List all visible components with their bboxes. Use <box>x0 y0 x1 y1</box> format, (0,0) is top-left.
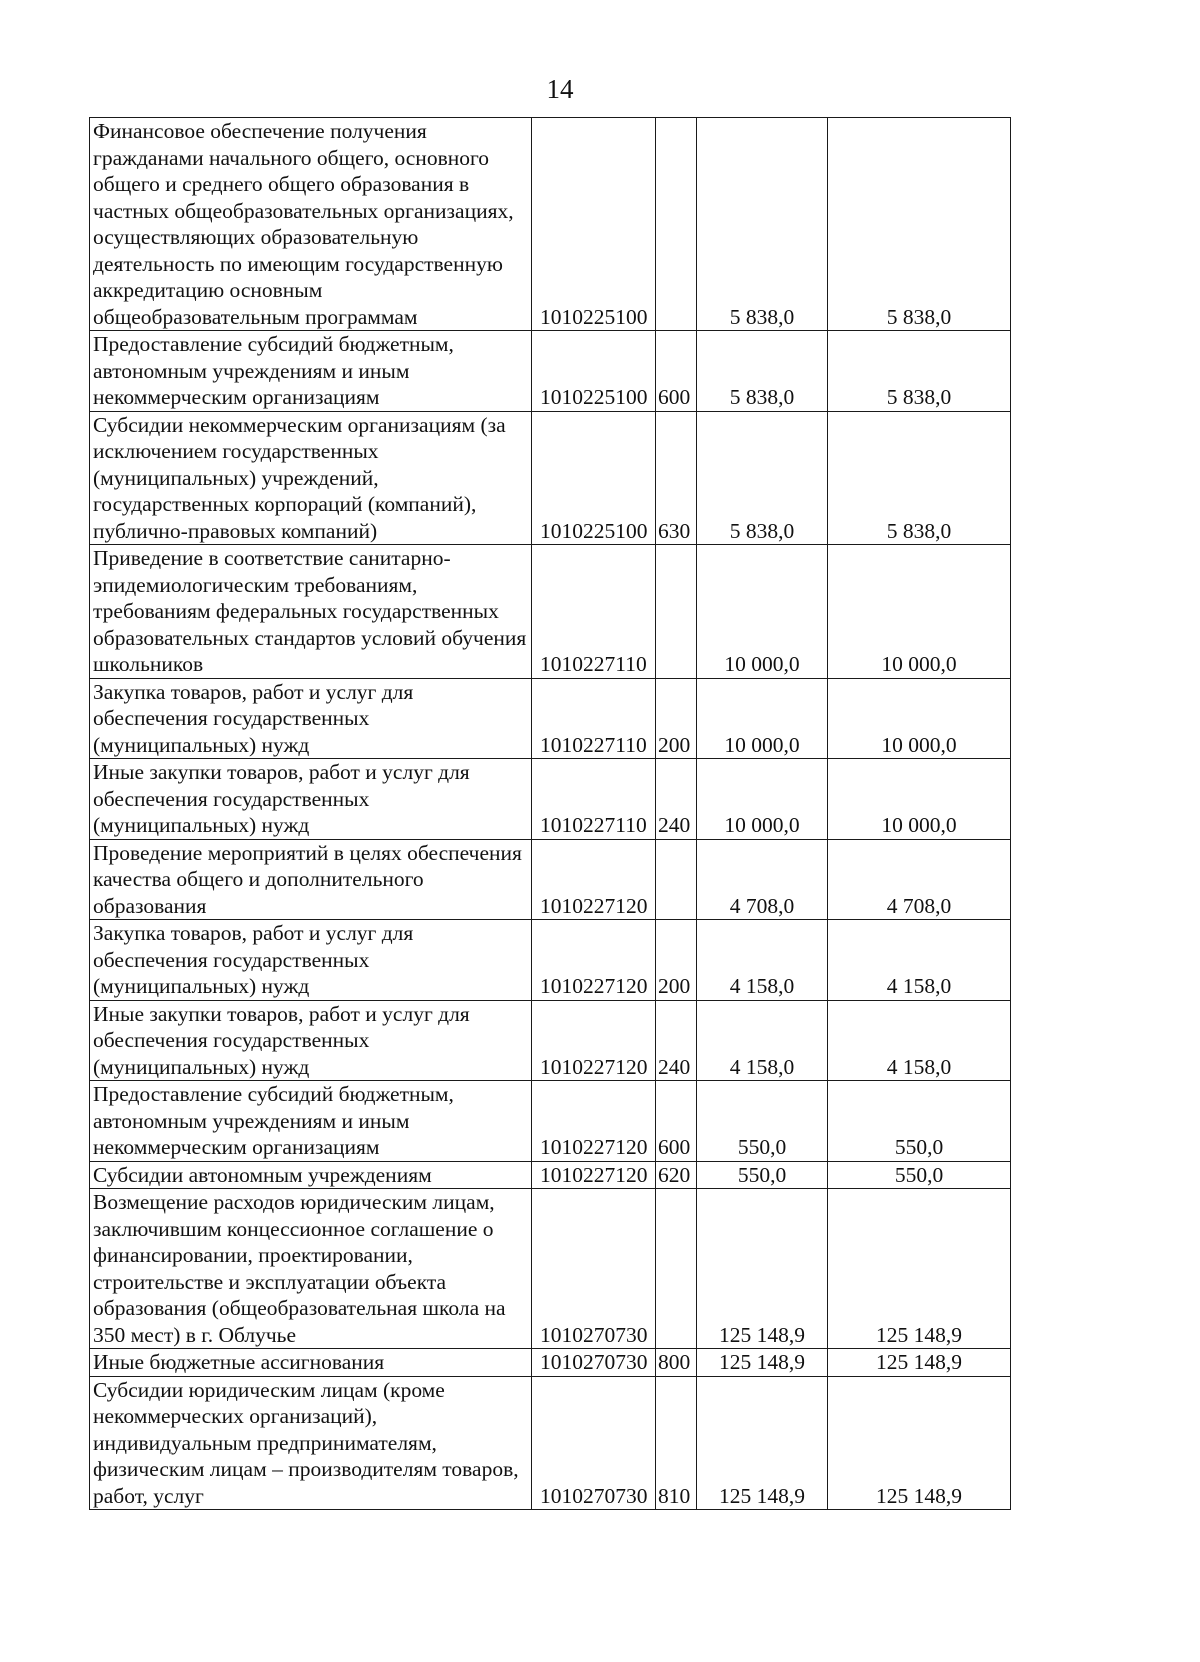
expense-name: Закупка товаров, работ и услуг для обеспечения государственных (муниципальных) нужд <box>90 678 532 759</box>
budget-table <box>89 117 1011 1510</box>
target-code: 1010227120 <box>532 920 656 1001</box>
table-row <box>90 920 1011 1001</box>
table-row <box>90 759 1011 840</box>
amount-first: 125 148,9 <box>697 1349 828 1377</box>
expense-name: Финансовое обеспечение получения гражданами начального общего, основного общего и среднего общего образования в частных общеобразовательных организациях, осуществляющих образовательную деятельность по имеющим государственную аккредитацию основным общеобразовательным программам <box>90 118 532 331</box>
expense-type-code: 600 <box>656 1081 697 1162</box>
amount-first: 10 000,0 <box>697 678 828 759</box>
table-row <box>90 1000 1011 1081</box>
table-row <box>90 1161 1011 1189</box>
table-row <box>90 545 1011 679</box>
expense-type-code: 200 <box>656 678 697 759</box>
expense-type-code <box>656 1189 697 1349</box>
amount-first: 550,0 <box>697 1161 828 1189</box>
page-number: 14 <box>546 74 574 104</box>
expense-type-code: 630 <box>656 411 697 545</box>
expense-name: Субсидии некоммерческим организациям (за исключением государственных (муниципальных) учреждений, государственных корпораций (компаний), публично-правовых компаний) <box>90 411 532 545</box>
target-code: 1010227120 <box>532 1000 656 1081</box>
expense-type-code: 600 <box>656 331 697 412</box>
expense-type-code: 200 <box>656 920 697 1001</box>
amount-second: 10 000,0 <box>828 759 1011 840</box>
amount-first: 5 838,0 <box>697 411 828 545</box>
amount-second: 550,0 <box>828 1161 1011 1189</box>
expense-name: Субсидии автономным учреждениям <box>90 1161 532 1189</box>
table-row <box>90 331 1011 412</box>
target-code: 1010225100 <box>532 331 656 412</box>
target-code: 1010227110 <box>532 759 656 840</box>
expense-name: Закупка товаров, работ и услуг для обеспечения государственных (муниципальных) нужд <box>90 920 532 1001</box>
amount-second: 4 708,0 <box>828 839 1011 920</box>
amount-second: 10 000,0 <box>828 545 1011 679</box>
table-row <box>90 1081 1011 1162</box>
target-code: 1010227120 <box>532 1081 656 1162</box>
target-code: 1010270730 <box>532 1376 656 1510</box>
expense-name: Приведение в соответствие санитарно-эпидемиологическим требованиям, требованиям федеральных государственных образовательных стандартов условий обучения школьников <box>90 545 532 679</box>
expense-type-code: 810 <box>656 1376 697 1510</box>
expense-name: Иные закупки товаров, работ и услуг для обеспечения государственных (муниципальных) нужд <box>90 759 532 840</box>
target-code: 1010227120 <box>532 839 656 920</box>
target-code: 1010227110 <box>532 545 656 679</box>
target-code: 1010225100 <box>532 118 656 331</box>
expense-type-code <box>656 118 697 331</box>
amount-second: 125 148,9 <box>828 1189 1011 1349</box>
expense-type-code: 240 <box>656 759 697 840</box>
expense-name: Возмещение расходов юридическим лицам, заключившим концессионное соглашение о финансировании, проектировании, строительстве и эксплуатации объекта образования (общеобразовательная школа на 350 мест) в г. Облучье <box>90 1189 532 1349</box>
target-code: 1010270730 <box>532 1189 656 1349</box>
amount-second: 125 148,9 <box>828 1349 1011 1377</box>
expense-name: Иные бюджетные ассигнования <box>90 1349 532 1377</box>
expense-type-code: 620 <box>656 1161 697 1189</box>
amount-second: 550,0 <box>828 1081 1011 1162</box>
amount-second: 4 158,0 <box>828 920 1011 1001</box>
amount-first: 10 000,0 <box>697 545 828 679</box>
amount-second: 5 838,0 <box>828 118 1011 331</box>
expense-type-code: 240 <box>656 1000 697 1081</box>
amount-first: 550,0 <box>697 1081 828 1162</box>
target-code: 1010270730 <box>532 1349 656 1377</box>
expense-type-code <box>656 839 697 920</box>
expense-name: Предоставление субсидий бюджетным, автономным учреждениям и иным некоммерческим организациям <box>90 331 532 412</box>
amount-first: 125 148,9 <box>697 1376 828 1510</box>
budget-table-body <box>90 118 1011 1510</box>
expense-name: Иные закупки товаров, работ и услуг для обеспечения государственных (муниципальных) нужд <box>90 1000 532 1081</box>
amount-second: 125 148,9 <box>828 1376 1011 1510</box>
table-row <box>90 1376 1011 1510</box>
amount-first: 4 158,0 <box>697 1000 828 1081</box>
amount-first: 10 000,0 <box>697 759 828 840</box>
table-row <box>90 118 1011 331</box>
amount-first: 5 838,0 <box>697 331 828 412</box>
target-code: 1010227120 <box>532 1161 656 1189</box>
expense-type-code <box>656 545 697 679</box>
amount-second: 5 838,0 <box>828 331 1011 412</box>
amount-first: 5 838,0 <box>697 118 828 331</box>
amount-second: 4 158,0 <box>828 1000 1011 1081</box>
amount-first: 4 158,0 <box>697 920 828 1001</box>
expense-name: Предоставление субсидий бюджетным, автономным учреждениям и иным некоммерческим организациям <box>90 1081 532 1162</box>
expense-type-code: 800 <box>656 1349 697 1377</box>
amount-first: 125 148,9 <box>697 1189 828 1349</box>
table-row <box>90 1189 1011 1349</box>
expense-name: Субсидии юридическим лицам (кроме некоммерческих организаций), индивидуальным предпринимателям, физическим лицам – производителям товаров, работ, услуг <box>90 1376 532 1510</box>
table-row <box>90 839 1011 920</box>
table-row <box>90 1349 1011 1377</box>
expense-name: Проведение мероприятий в целях обеспечения качества общего и дополнительного образования <box>90 839 532 920</box>
target-code: 1010227110 <box>532 678 656 759</box>
table-row <box>90 411 1011 545</box>
amount-second: 10 000,0 <box>828 678 1011 759</box>
amount-second: 5 838,0 <box>828 411 1011 545</box>
table-row <box>90 678 1011 759</box>
amount-first: 4 708,0 <box>697 839 828 920</box>
target-code: 1010225100 <box>532 411 656 545</box>
